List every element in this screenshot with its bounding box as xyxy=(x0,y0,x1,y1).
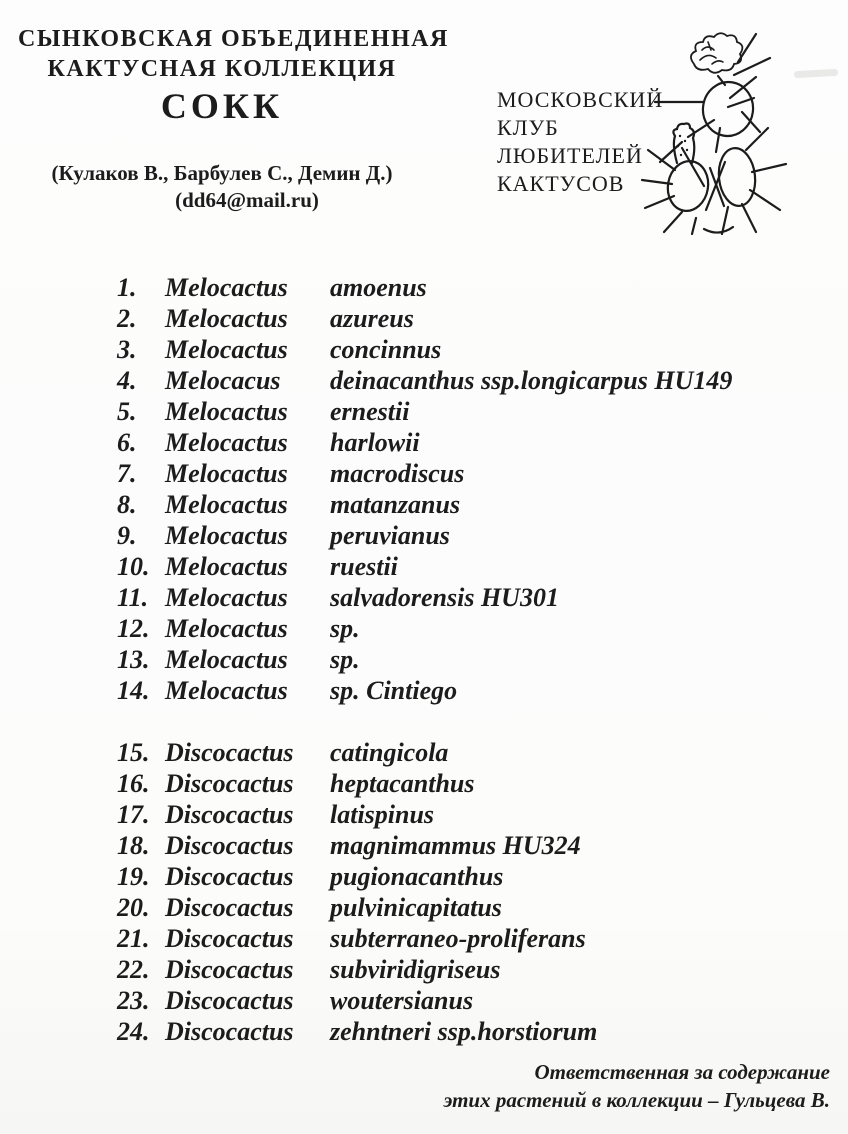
item-species: zehntneri ssp.horstiorum xyxy=(330,1017,598,1046)
item-species: concinnus xyxy=(330,335,442,364)
list-item xyxy=(117,644,817,675)
item-genus: Discocactus xyxy=(165,986,294,1015)
item-number: 14. xyxy=(117,676,150,705)
list-item xyxy=(117,396,817,427)
list-item xyxy=(117,489,817,520)
responsibility-note-line1: Ответственная за содержание xyxy=(534,1060,830,1084)
club-name-line4: КАКТУСОВ xyxy=(497,171,625,196)
item-number: 17. xyxy=(117,800,150,829)
item-number: 3. xyxy=(117,335,137,364)
item-number: 21. xyxy=(117,924,150,953)
item-number: 4. xyxy=(117,366,137,395)
item-genus: Discocactus xyxy=(165,1017,294,1046)
item-species: harlowii xyxy=(330,428,420,457)
item-number: 16. xyxy=(117,769,150,798)
item-species: subterraneo-proliferans xyxy=(330,924,586,953)
item-number: 5. xyxy=(117,397,137,426)
item-species: subviridigriseus xyxy=(330,955,501,984)
list-item xyxy=(117,582,817,613)
item-number: 2. xyxy=(117,304,137,333)
list-item xyxy=(117,923,817,954)
item-species: matanzanus xyxy=(330,490,461,519)
item-genus: Melocactus xyxy=(165,552,288,581)
item-genus: Melocactus xyxy=(165,335,288,364)
list-item xyxy=(117,830,817,861)
item-genus: Melocactus xyxy=(165,645,288,674)
org-title-line2: КАКТУСНАЯ КОЛЛЕКЦИЯ xyxy=(47,56,397,82)
item-genus: Melocactus xyxy=(165,521,288,550)
item-number: 10. xyxy=(117,552,150,581)
org-abbreviation: СОКК xyxy=(160,86,284,126)
item-genus: Melocactus xyxy=(165,583,288,612)
email-line: (dd64@mail.ru) xyxy=(175,188,319,212)
item-number: 23. xyxy=(117,986,150,1015)
item-genus: Discocactus xyxy=(165,800,294,829)
list-item xyxy=(117,458,817,489)
curators-line: (Кулаков В., Барбулев С., Демин Д.) xyxy=(51,161,393,185)
plant-group-discocactus xyxy=(117,737,817,1047)
list-item xyxy=(117,799,817,830)
item-species: heptacanthus xyxy=(330,769,475,798)
list-item xyxy=(117,985,817,1016)
item-species: peruvianus xyxy=(330,521,450,550)
item-number: 11. xyxy=(117,583,149,612)
plant-list xyxy=(117,272,817,1047)
list-item xyxy=(117,520,817,551)
item-number: 9. xyxy=(117,521,137,550)
item-genus: Discocactus xyxy=(165,862,294,891)
plant-group-melocactus xyxy=(117,272,817,706)
list-item xyxy=(117,303,817,334)
list-item xyxy=(117,551,817,582)
item-genus: Melocactus xyxy=(165,428,288,457)
item-species: macrodiscus xyxy=(330,459,465,488)
responsibility-note xyxy=(310,1058,830,1114)
item-species: salvadorensis HU301 xyxy=(330,583,559,612)
item-species: sp. xyxy=(330,614,360,643)
item-species: sp. xyxy=(330,645,360,674)
item-species: sp. Cintiego xyxy=(330,676,458,705)
list-item xyxy=(117,334,817,365)
list-item xyxy=(117,675,817,706)
item-species: catingicola xyxy=(330,738,449,767)
item-genus: Melocactus xyxy=(165,304,288,333)
list-item xyxy=(117,272,817,303)
item-genus: Discocactus xyxy=(165,893,294,922)
item-species: latispinus xyxy=(330,800,435,829)
item-number: 18. xyxy=(117,831,150,860)
item-species: azureus xyxy=(330,304,414,333)
item-species: deinacanthus ssp.longicarpus HU149 xyxy=(330,366,733,395)
item-number: 15. xyxy=(117,738,150,767)
item-genus: Discocactus xyxy=(165,924,294,953)
club-name-line3: ЛЮБИТЕЛЕЙ xyxy=(497,143,643,168)
item-number: 22. xyxy=(117,955,150,984)
item-genus: Melocacus xyxy=(165,366,281,395)
item-genus: Discocactus xyxy=(165,769,294,798)
item-species: pulvinicapitatus xyxy=(330,893,502,922)
item-genus: Melocactus xyxy=(165,676,288,705)
club-name-line1: МОСКОВСКИЙ xyxy=(497,87,664,112)
item-species: pugionacanthus xyxy=(330,862,504,891)
item-number: 7. xyxy=(117,459,137,488)
club-name-line2: КЛУБ xyxy=(497,115,559,140)
organization-header xyxy=(18,24,449,214)
item-number: 8. xyxy=(117,490,137,519)
item-genus: Melocactus xyxy=(165,490,288,519)
item-genus: Melocactus xyxy=(165,614,288,643)
item-number: 24. xyxy=(117,1017,150,1046)
item-genus: Discocactus xyxy=(165,831,294,860)
item-genus: Discocactus xyxy=(165,738,294,767)
item-number: 6. xyxy=(117,428,137,457)
cactus-line-drawing-icon xyxy=(630,20,848,235)
item-genus: Melocactus xyxy=(165,273,288,302)
list-item xyxy=(117,768,817,799)
item-number: 13. xyxy=(117,645,150,674)
item-genus: Melocactus xyxy=(165,397,288,426)
list-item xyxy=(117,892,817,923)
item-species: woutersianus xyxy=(330,986,474,1015)
item-genus: Melocactus xyxy=(165,459,288,488)
list-item xyxy=(117,861,817,892)
item-species: ernestii xyxy=(330,397,410,426)
list-item xyxy=(117,365,817,396)
item-number: 1. xyxy=(117,273,137,302)
list-item xyxy=(117,954,817,985)
list-item xyxy=(117,613,817,644)
responsibility-note-line2: этих растений в коллекции – Гульцева В. xyxy=(443,1088,830,1112)
item-species: magnimammus HU324 xyxy=(330,831,581,860)
item-number: 19. xyxy=(117,862,150,891)
item-species: ruestii xyxy=(330,552,398,581)
item-species: amoenus xyxy=(330,273,427,302)
list-item xyxy=(117,1016,817,1047)
item-number: 12. xyxy=(117,614,150,643)
list-item xyxy=(117,427,817,458)
org-title-line1: СЫНКОВСКАЯ ОБЪЕДИНЕННАЯ xyxy=(18,26,449,52)
item-genus: Discocactus xyxy=(165,955,294,984)
item-number: 20. xyxy=(117,893,150,922)
list-item xyxy=(117,737,817,768)
